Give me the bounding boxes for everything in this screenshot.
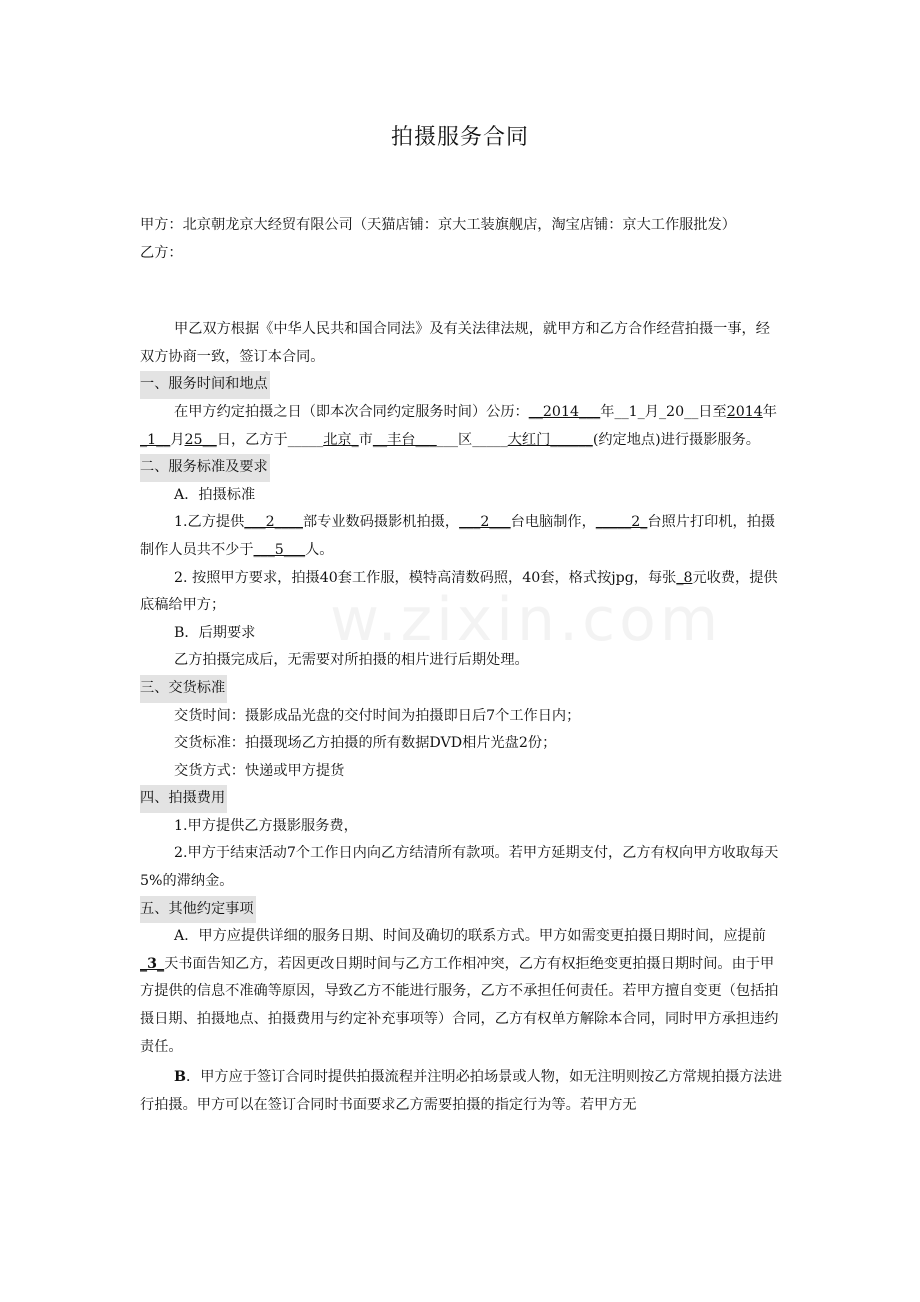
party-a: 甲方：北京朝龙京大经贸有限公司（天猫店铺：京大工装旗舰店，淘宝店铺：京大工作服批发）	[140, 217, 736, 233]
fill-camera-count: ___2____	[244, 514, 303, 531]
delivery-time: 交货时间：摄影成品光盘的交付时间为拍摄即日后7个工作日内；	[174, 707, 581, 724]
fill-price: _8	[676, 569, 693, 586]
fill-year-end: 2014	[726, 403, 763, 420]
fee-item-1: 1.甲方提供乙方摄影服务费，	[174, 817, 358, 834]
fill-day-end: 25__	[184, 431, 217, 448]
fill-notice-days: _3_	[140, 955, 165, 972]
fee-item-2: 2.甲方于结束活动7个工作日内向乙方结清所有款项。若甲方延期支付，乙方有权向甲方收取每天5%的滞纳金。	[140, 845, 779, 890]
delivery-standard: 交货标准：拍摄现场乙方拍摄的所有数据DVD相片光盘2份；	[174, 735, 557, 752]
page-title: 拍摄服务合同	[390, 125, 529, 150]
fill-city: 北京_	[323, 431, 359, 448]
sub-heading-b: B．后期要求	[174, 624, 256, 641]
section-heading-4: 四、拍摄费用	[140, 785, 227, 813]
fill-pc-count: ___2___	[459, 514, 511, 531]
fill-printer-count: _____2_	[595, 514, 648, 531]
other-terms-a: A．甲方应提供详细的服务日期、时间及确切的联系方式。甲方如需变更拍摄日期时间，应提前_3_天书面告知乙方，若因更改日期时间与乙方工作相冲突，乙方有权拒绝变更拍摄日期时间。由于甲方提供的信息不准确等原因，导致乙方不能进行服务，乙方不承担任何责任。若甲方擅自变更（包括拍摄日期、拍摄地点、拍摄费用与约定补充事项等）合同，乙方有权单方解除本合同，同时甲方承担违约责任。	[140, 928, 779, 1055]
fill-month-end: _1__	[140, 431, 171, 448]
section-heading-1: 一、服务时间和地点	[140, 371, 270, 399]
contract-body	[140, 212, 783, 1119]
fill-staff-count: ___5___	[253, 541, 306, 558]
sub-heading-a: A．拍摄标准	[174, 486, 256, 503]
intro-paragraph: 甲乙双方根据《中华人民共和国合同法》及有关法律法规，就甲方和乙方合作经营拍摄一事，经双方协商一致，签订本合同。	[140, 321, 770, 365]
fill-place: 大红门______	[507, 431, 593, 448]
party-b: 乙方：	[140, 244, 183, 261]
fill-district: __丰台___	[372, 431, 437, 448]
section-heading-5: 五、其他约定事项	[140, 896, 256, 924]
section-1-paragraph: 在甲方约定拍摄之日（即本次合同约定服务时间）公历：__2014___年__1_月_20__日至2014年_1__月25__日，乙方于_____北京_市__丰台______区_____大红门______(约定地点)进行摄影服务。	[140, 403, 777, 448]
section-2-a1: 1.乙方提供___2____部专业数码摄影机拍摄，___2___台电脑制作，_____2_台照片打印机，拍摄制作人员共不少于___5___人。	[140, 514, 776, 558]
other-terms-b: B．甲方应于签订合同时提供拍摄流程并注明必拍场景或人物，如无注明则按乙方常规拍摄方法进行拍摄。甲方可以在签订合同时书面要求乙方需要拍摄的指定行为等。若甲方无	[140, 1069, 782, 1113]
section-2-a2: 2. 按照甲方要求，拍摄40套工作服，模特高清数码照，40套，格式按jpg，每张_8元收费，提供底稿给甲方；	[140, 569, 778, 614]
watermark: w.zixin.com	[330, 585, 723, 655]
section-heading-2: 二、服务标准及要求	[140, 454, 270, 482]
fill-year-start: __2014___	[528, 403, 601, 420]
delivery-method: 交货方式：快递或甲方提货	[174, 762, 345, 779]
section-2-b-text: 乙方拍摄完成后，无需要对所拍摄的相片进行后期处理。	[174, 652, 529, 669]
section-heading-3: 三、交货标准	[140, 675, 227, 703]
